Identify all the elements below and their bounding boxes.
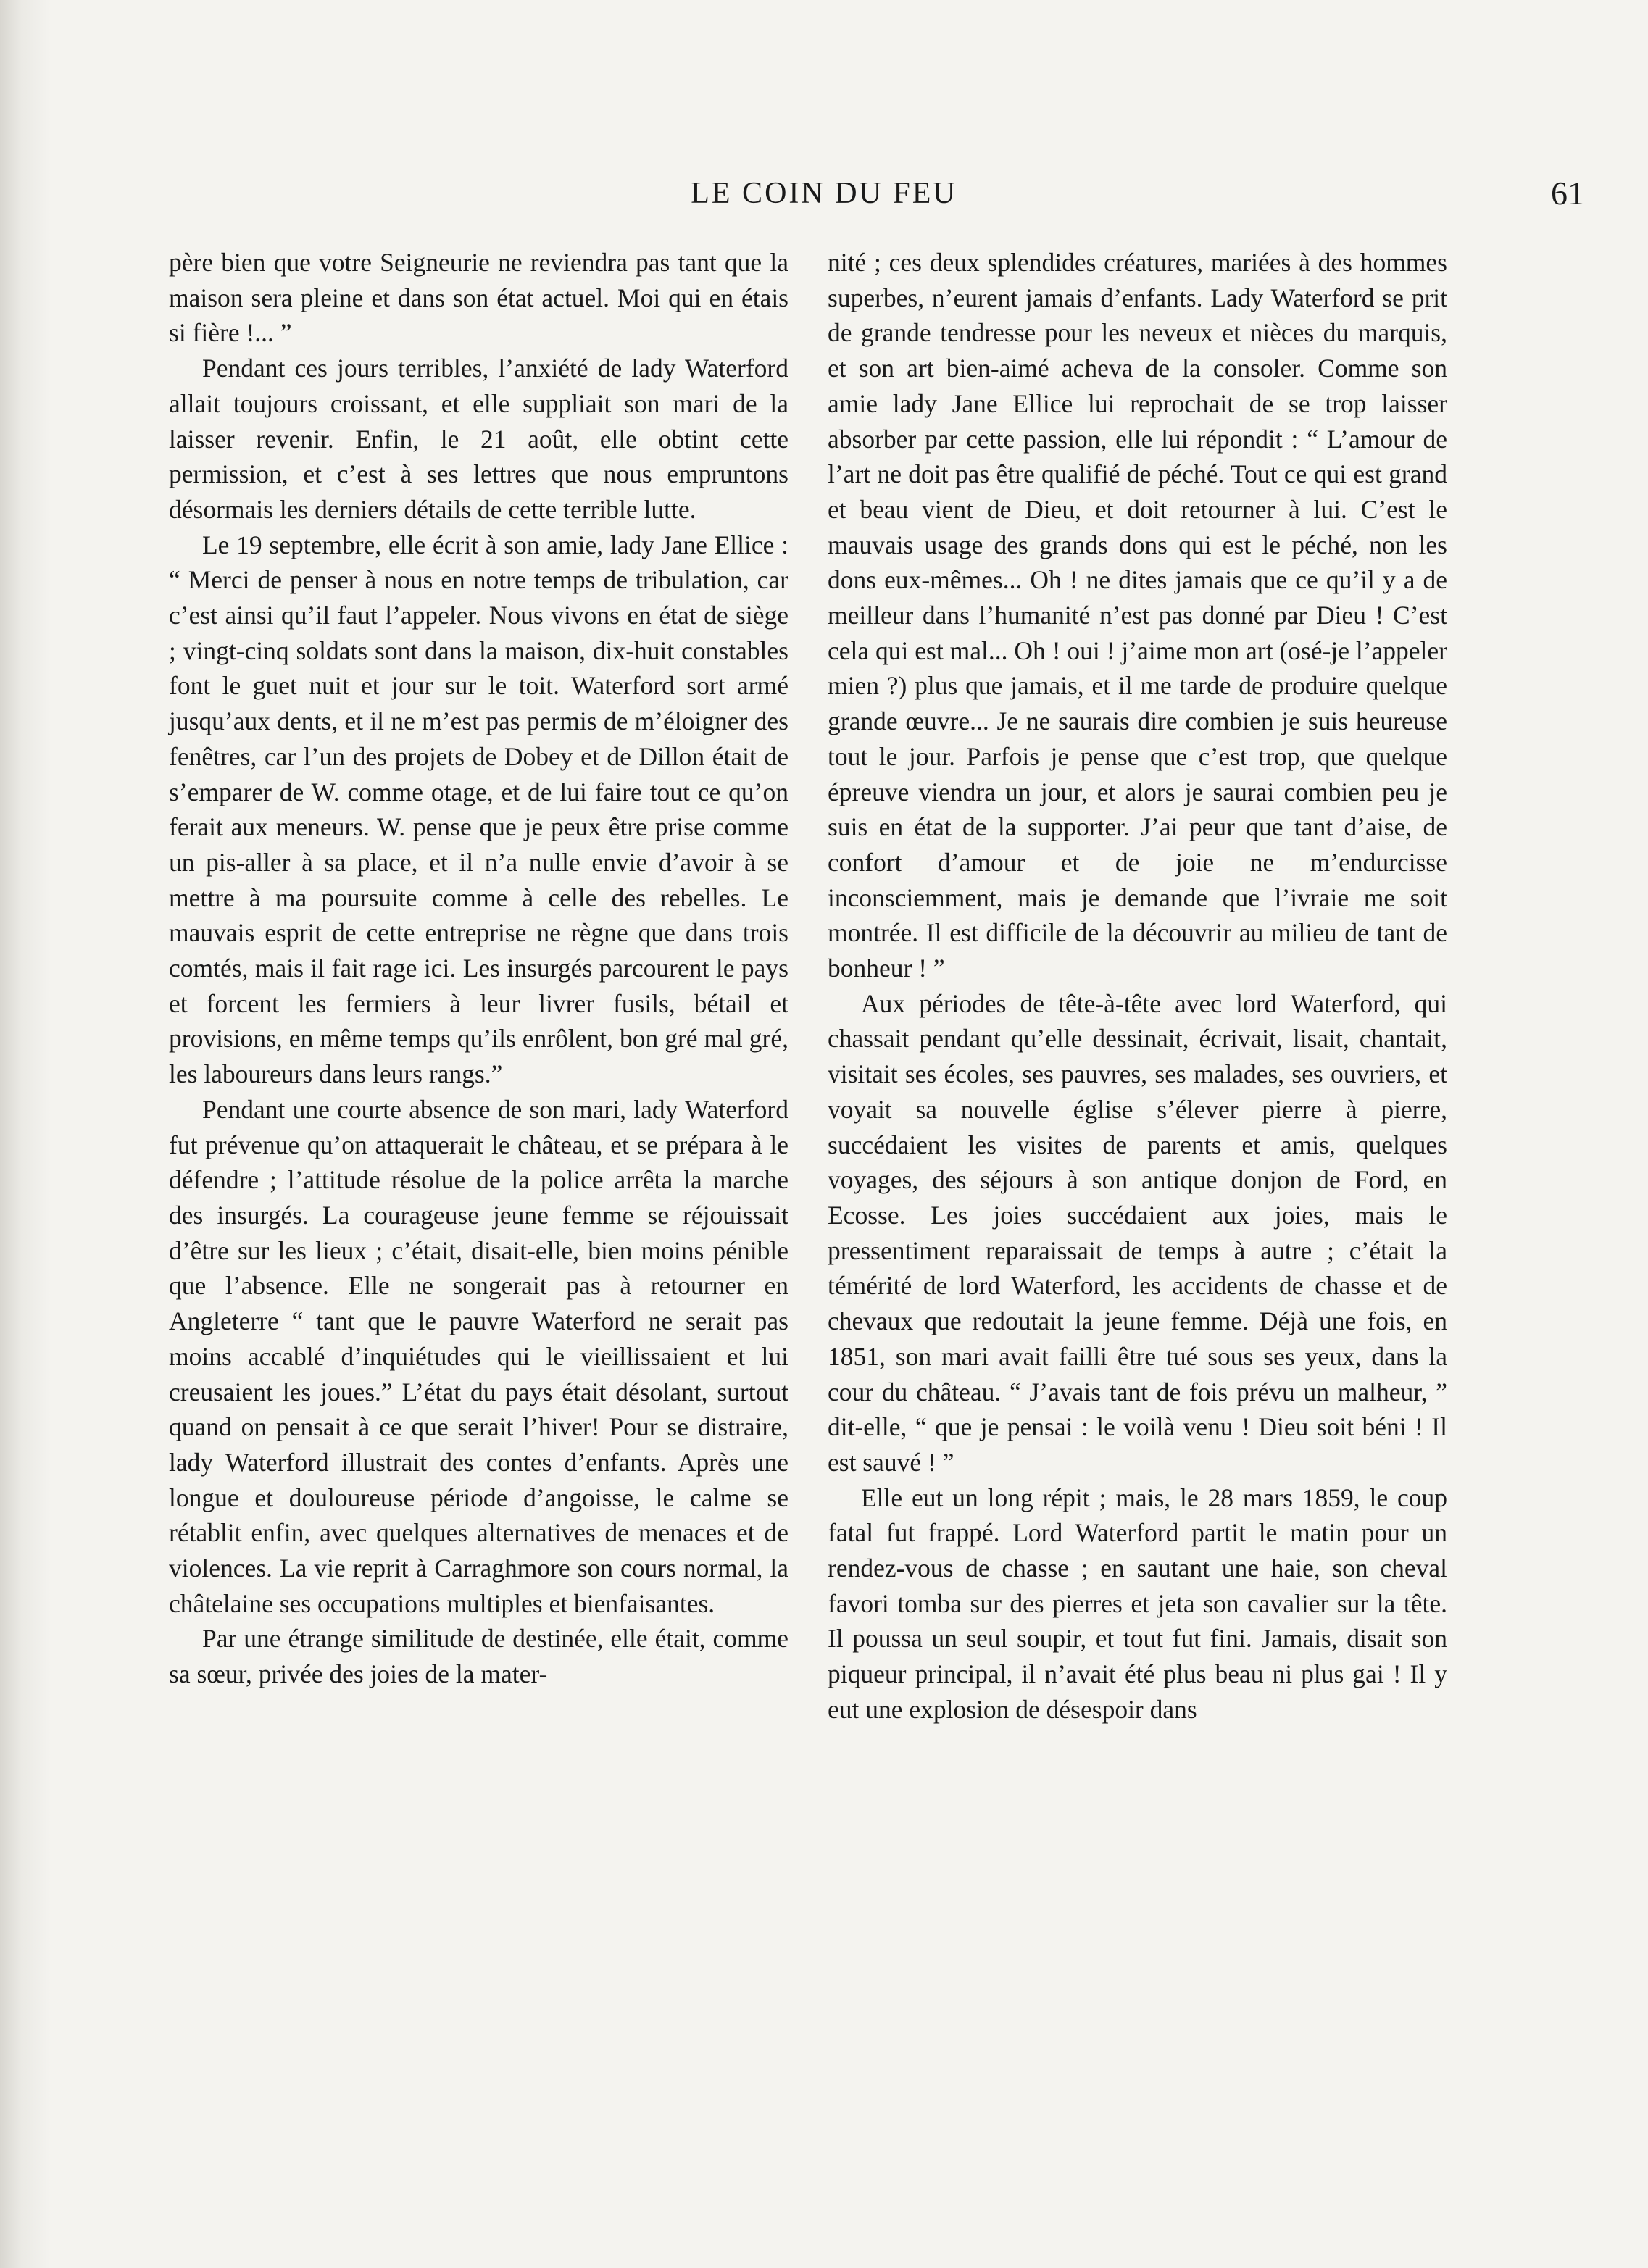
left-column: [169, 245, 788, 1692]
page-number: 61: [1551, 175, 1584, 212]
running-title: LE COIN DU FEU: [691, 177, 957, 210]
paragraph: Le 19 septembre, elle écrit à son amie, lady Jane Ellice : “ Merci de penser à nous en notre temps de tribulation, car c’est ainsi qu’il faut l’appeler. Nous vivons en état de siège ; vingt-cinq soldats sont dans la maison, dix-huit constables font le guet nuit et jour sur le toit. Waterford sort armé jusqu’aux dents, et il ne m’est pas permis de m’éloigner des fenêtres, car l’un des projets de Dobey et de Dillon était de s’emparer de W. comme otage, et de lui faire tout ce qu’on ferait aux meneurs. W. pense que je peux être prise comme un pis-aller à sa place, et il n’a nulle envie d’avoir à se mettre à ma poursuite comme à celle des rebelles. Le mauvais esprit de cette entreprise ne règne que dans trois comtés, mais il fait rage ici. Les insurgés parcourent le pays et forcent les fermiers à leur livrer fusils, bétail et provisions, en même temps qu’ils enrôlent, bon gré mal gré, les laboureurs dans leurs rangs.”: [169, 530, 788, 1089]
page-header: [0, 168, 1648, 219]
paragraph: Pendant une courte absence de son mari, lady Waterford fut prévenue qu’on attaquerait le château, et se prépara à le défendre ; l’attitude résolue de la police arrêta la marche des insurgés. La courageuse jeune femme se réjouissait d’être sur les lieux ; c’était, disait-elle, bien moins pénible que l’absence. Elle ne songerait pas à retourner en Angleterre “ tant que le pauvre Waterford ne serait pas moins accablé d’inquiétudes qui le vieillissaient et lui creusaient les joues.” L’état du pays était désolant, surtout quand on pensait à ce que serait l’hiver! Pour se distraire, lady Waterford illustrait des contes d’enfants. Après une longue et douloureuse période d’angoisse, le calme se rétablit enfin, avec quelques alternatives de menaces et de violences. La vie reprit à Carraghmore son cours normal, la châtelaine ses occupations multiples et bienfaisantes.: [169, 1094, 788, 1618]
paragraph: Pendant ces jours terribles, l’anxiété de lady Waterford allait toujours croissant, et elle suppliait son mari de la laisser revenir. Enfin, le 21 août, elle obtint cette permission, et c’est à ses lettres que nous empruntons désormais les derniers détails de cette terrible lutte.: [169, 354, 788, 524]
paragraph: Aux périodes de tête-à-tête avec lord Waterford, qui chassait pendant qu’elle dessinait, écrivait, lisait, chantait, visitait ses écoles, ses pauvres, ses malades, ses ouvriers, et voyait sa nouvelle église s’élever pierre à pierre, succédaient les visites de parents et amis, quelques voyages, des séjours à son antique donjon de Ford, en Ecosse. Les joies succédaient aux joies, mais le pressentiment reparaissait de temps à autre ; c’était la témérité de lord Waterford, les accidents de chasse et de chevaux que redoutait la jeune femme. Déjà une fois, en 1851, son mari avait failli être tué sous ses yeux, dans la cour du château. “ J’avais tant de fois prévu un malheur, ” dit-elle, “ que je pensai : le voilà venu ! Dieu soit béni ! Il est sauvé ! ”: [828, 988, 1447, 1477]
paragraph: Par une étrange similitude de destinée, elle était, comme sa sœur, privée des joies de la mater-: [169, 1624, 788, 1689]
paragraph: Elle eut un long répit ; mais, le 28 mars 1859, le coup fatal fut frappé. Lord Waterford partit le matin pour un rendez-vous de chasse ; en sautant une haie, son cheval favori tomba sur des pierres et jeta son cavalier sur la tête. Il poussa un seul soupir, et tout fut fini. Jamais, disait son piqueur principal, il n’avait été plus beau ni plus gai ! Il y eut une explosion de désespoir dans: [828, 1483, 1447, 1724]
right-column: [828, 245, 1447, 1727]
paragraph: père bien que votre Seigneurie ne reviendra pas tant que la maison sera pleine et dans son état actuel. Moi qui en étais si fière !... ”: [169, 248, 788, 348]
page-gutter-shadow: [0, 0, 51, 2268]
paragraph: nité ; ces deux splendides créatures, mariées à des hommes superbes, n’eurent jamais d’enfants. Lady Waterford se prit de grande tendresse pour les neveux et nièces du marquis, et son art bien-aimé acheva de la consoler. Comme son amie lady Jane Ellice lui reprochait de se trop laisser absorber par cette passion, elle lui répondit : “ L’amour de l’art ne doit pas être qualifié de péché. Tout ce qui est grand et beau vient de Dieu, et doit retourner à lui. C’est le mauvais usage des grands dons qui est le péché, non les dons eux-mêmes... Oh ! ne dites jamais que ce qu’il y a de meilleur dans l’humanité n’est pas donné par Dieu ! C’est cela qui est mal... Oh ! oui ! j’aime mon art (osé-je l’appeler mien ?) plus que jamais, et il me tarde de produire quelque grande œuvre... Je ne saurais dire combien je suis heureuse tout le jour. Parfois je pense que c’est trop, que quelque épreuve viendra un jour, et alors je saurai combien peu je suis en état de la supporter. J’ai peur que tant d’aise, de confort d’amour et de joie ne m’endurcisse inconsciemment, mais je demande que l’ivraie me soit montrée. Il est difficile de la découvrir au milieu de tant de bonheur ! ”: [828, 248, 1447, 983]
